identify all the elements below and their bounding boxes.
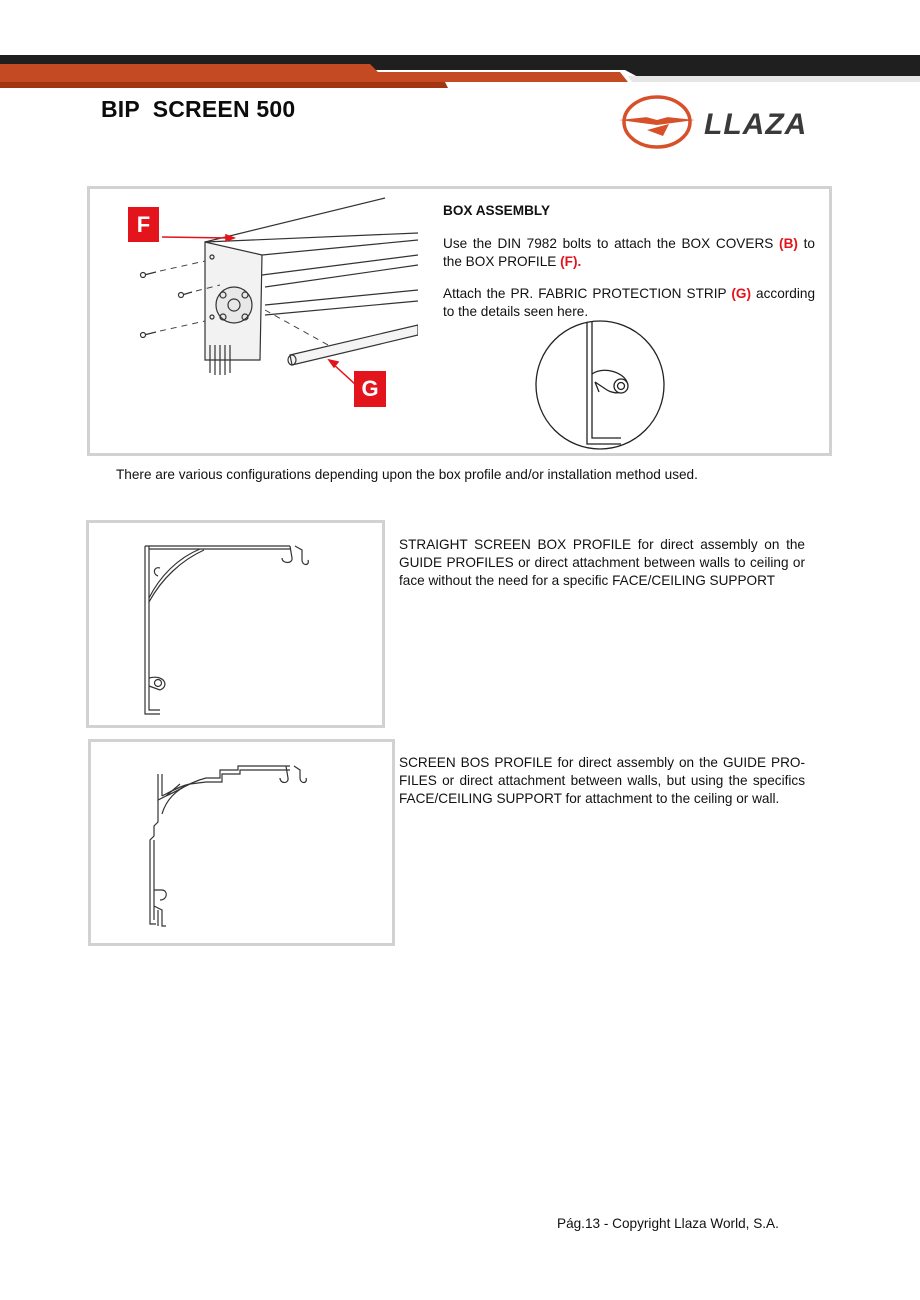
page-footer: Pág.13 - Copyright Llaza World, S.A.: [557, 1216, 779, 1231]
strip-detail-circle: [533, 316, 667, 454]
box-assembly-paragraph-2: Attach the PR. FABRIC PROTECTION STRIP (G) according to the details seen here.: [443, 286, 816, 319]
label-f-tag: F: [128, 207, 159, 242]
configurations-note: There are various configurations depending upon the box profile and/or installation method used.: [116, 467, 698, 482]
straight-profile-description: STRAIGHT SCREEN BOX PROFILE for direct assembly on the GUIDE PROFILES or direct attachment between walls to ceiling or face without the need for a specific FACE/CEILING SUPPORT: [399, 537, 805, 588]
ref-g: (G): [731, 286, 752, 301]
ref-b: (B): [779, 236, 798, 251]
llaza-logo: [617, 94, 832, 150]
support-profile-description: SCREEN BOS PROFILE for direct assembly on the GUIDE PRO-FILES or direct attachment between walls, but using the specifics FACE/CEILING SUPPORT for attachment to the ceiling or wall.: [399, 755, 805, 806]
support-profile-drawing: [140, 760, 320, 932]
logo-wordmark: LLAZA: [704, 108, 808, 141]
straight-profile-drawing: [130, 538, 320, 720]
box-assembly-drawing: [130, 195, 418, 385]
box-assembly-paragraph-1: Use the DIN 7982 bolts to attach the BOX COVERS (B) to the BOX PROFILE (F).: [443, 236, 815, 269]
label-g-tag: G: [354, 371, 386, 407]
header-band: [0, 0, 920, 95]
box-assembly-heading: BOX ASSEMBLY: [443, 203, 551, 218]
page-title: BIP SCREEN 500: [101, 96, 296, 122]
ref-f: (F).: [560, 254, 582, 269]
